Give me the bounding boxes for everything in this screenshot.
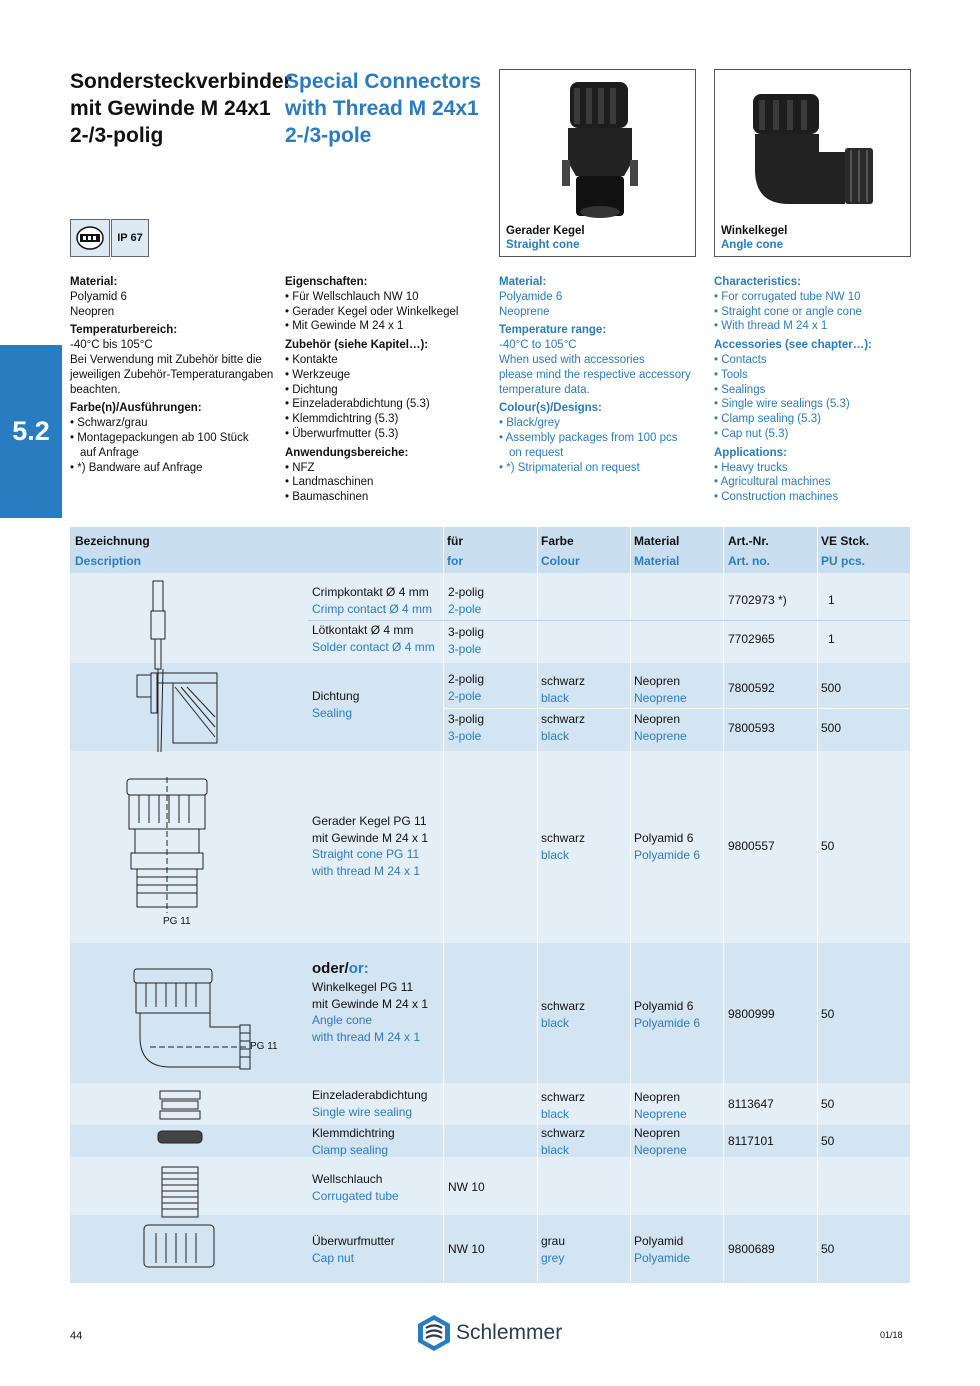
row-sealing3-colour: schwarz black <box>541 712 586 743</box>
row-solder-desc: Lötkontakt Ø 4 mm Solder contact Ø 4 mm <box>312 623 435 654</box>
row-straight-material: Polyamid 6 Polyamide 6 <box>634 831 701 862</box>
row-sealing2-pu: 500 <box>821 681 842 695</box>
page-number: 44 <box>70 1330 83 1342</box>
row-sealing-desc: Dichtung Sealing <box>312 689 360 720</box>
row-sealing2-material: Neopren Neoprene <box>634 674 687 705</box>
row-angle-desc: oder/or: Winkelkegel PG 11 mit Gewinde M 24 x 1 Angle cone with thread M 24 x 1 <box>312 960 429 1044</box>
header-description: Bezeichnung Description <box>75 534 150 568</box>
page-title-de: Sondersteckverbinder mit Gewinde M 24x1 2-/3-polig <box>70 70 292 147</box>
angle-cone-drawing <box>130 967 260 1077</box>
brand-name: Schlemmer <box>456 1321 563 1344</box>
properties-de-left: Material: Polyamid 6 Neopren Temperaturbereich: -40°C bis 105°C Bei Verwendung mit Zubehör bitte die jeweiligen Zubehör-Temperaturangaben beachten. Farbe(n)/Ausführungen: • Schwarz/grau • Montagepackungen ab 100 Stück auf Anfrage • *) Bandware auf Anfrage <box>70 276 274 474</box>
certification-logo-icon <box>75 225 105 251</box>
row-crimp-desc: Crimpkontakt Ø 4 mm Crimp contact Ø 4 mm <box>312 585 433 616</box>
schlemmer-logo-icon <box>416 1313 452 1353</box>
certification-badge <box>70 219 110 257</box>
row-clamp-pu: 50 <box>821 1134 835 1148</box>
header-for: für for <box>447 534 463 568</box>
row-sealing3-for: 3-polig 3-pole <box>448 712 485 743</box>
properties-en-left: Material: Polyamide 6 Neoprene Temperature range: -40°C to 105°C When used with accessories please mind the respective accessory temperature data. Colour(s)/Designs: • Black/grey • Assembly packages from 100 pcs on request • *) Stripmaterial on request <box>499 276 691 474</box>
angle-cone-drawing-label: PG 11 <box>250 1041 278 1052</box>
row-capnut-desc: Überwurfmutter Cap nut <box>312 1234 395 1265</box>
row-angle-colour: schwarz black <box>541 999 586 1030</box>
row-sealing3-pu: 500 <box>821 721 842 735</box>
row-straight-art: 9800557 <box>728 839 775 853</box>
row-angle-material: Polyamid 6 Polyamide 6 <box>634 999 701 1030</box>
row-divider <box>443 708 910 709</box>
row-clamp-colour: schwarz black <box>541 1126 586 1157</box>
column-divider <box>723 527 724 1283</box>
row-angle-pu: 50 <box>821 1007 835 1021</box>
band-sealing <box>70 663 910 751</box>
row-wire-pu: 50 <box>821 1097 835 1111</box>
row-capnut-for: NW 10 <box>448 1242 485 1256</box>
row-angle-art: 9800999 <box>728 1007 775 1021</box>
table-header <box>70 527 910 573</box>
row-capnut-colour: grau grey <box>541 1234 566 1265</box>
edition-date: 01/18 <box>880 1330 903 1340</box>
row-sealing3-art: 7800593 <box>728 721 775 735</box>
row-crimp-pu: 1 <box>828 593 835 607</box>
brand-logo <box>416 1313 562 1353</box>
contact-and-sealing-drawing <box>135 577 195 757</box>
accessories-drawing <box>150 1087 220 1277</box>
row-clamp-art: 8117101 <box>728 1134 774 1148</box>
row-straight-colour: schwarz black <box>541 831 586 862</box>
row-straight-desc: Gerader Kegel PG 11 mit Gewinde M 24 x 1 Straight cone PG 11 with thread M 24 x 1 <box>312 814 429 878</box>
column-divider <box>630 527 631 1283</box>
row-capnut-material: Polyamid Polyamide <box>634 1234 691 1265</box>
photo-caption: Gerader Kegel Straight cone <box>506 225 585 251</box>
column-divider <box>443 527 444 1283</box>
header-colour: Farbe Colour <box>541 534 580 568</box>
header-art-no: Art.-Nr. Art. no. <box>728 534 770 568</box>
photo-caption: Winkelkegel Angle cone <box>721 225 788 251</box>
row-tube-desc: Wellschlauch Corrugated tube <box>312 1172 399 1203</box>
row-divider <box>308 620 910 621</box>
band-contacts <box>70 573 910 663</box>
row-solder-art: 7702965 <box>728 632 775 646</box>
column-divider <box>537 527 538 1283</box>
row-crimp-for: 2-polig 2-pole <box>448 585 485 616</box>
ip-rating-badge: IP 67 <box>111 219 149 257</box>
row-capnut-pu: 50 <box>821 1242 835 1256</box>
row-crimp-art: 7702973 *) <box>728 593 787 607</box>
photo-straight-cone <box>499 69 696 257</box>
row-solder-pu: 1 <box>828 632 835 646</box>
row-straight-pu: 50 <box>821 839 835 853</box>
row-clamp-material: Neopren Neoprene <box>634 1126 687 1157</box>
or-label: oder/or: <box>312 960 369 977</box>
header-pu: VE Stck. PU pcs. <box>821 534 870 568</box>
row-capnut-art: 9800689 <box>728 1242 775 1256</box>
product-table <box>70 527 910 1283</box>
row-wire-desc: Einzeladerabdichtung Single wire sealing <box>312 1088 428 1119</box>
row-tube-for: NW 10 <box>448 1180 485 1194</box>
row-sealing2-for: 2-polig 2-pole <box>448 672 485 703</box>
angle-cone-image <box>749 92 879 212</box>
straight-cone-image <box>560 80 640 220</box>
chapter-tab: 5.2 <box>0 345 62 518</box>
row-wire-art: 8113647 <box>728 1097 774 1111</box>
properties-en-right: Characteristics: • For corrugated tube NW 10 • Straight cone or angle cone • With thread M 24 x 1 Accessories (see chapter…): • Contacts • Tools • Sealings • Single wire sealings (5.3) • Clamp sealing (5.3) • Cap nut (5.3) Applications: • Heavy trucks • Agricultural machines • Construction machines <box>714 276 872 504</box>
header-material: Material Material <box>634 534 680 568</box>
row-sealing2-colour: schwarz black <box>541 674 586 705</box>
properties-de-right: Eigenschaften: • Für Wellschlauch NW 10 • Gerader Kegel oder Winkelkegel • Mit Gewinde M 24 x 1 Zubehör (siehe Kapitel…): • Kontakte • Werkzeuge • Dichtung • Einzeladerabdichtung (5.3) • Klemmdichtring (5.3) • Überwurfmutter (5.3) Anwendungsbereiche: • NFZ • Landmaschinen • Baumaschinen <box>285 276 459 504</box>
row-clamp-desc: Klemmdichtring Clamp sealing <box>312 1126 395 1157</box>
photo-angle-cone <box>714 69 911 257</box>
page-title-en: Special Connectors with Thread M 24x1 2-/3-pole <box>285 70 482 147</box>
row-sealing2-art: 7800592 <box>728 681 775 695</box>
row-wire-colour: schwarz black <box>541 1090 586 1121</box>
straight-cone-drawing <box>125 777 215 917</box>
row-wire-material: Neopren Neoprene <box>634 1090 687 1121</box>
column-divider <box>817 527 818 1283</box>
row-solder-for: 3-polig 3-pole <box>448 625 485 656</box>
straight-cone-drawing-label: PG 11 <box>163 916 191 927</box>
row-sealing3-material: Neopren Neoprene <box>634 712 687 743</box>
